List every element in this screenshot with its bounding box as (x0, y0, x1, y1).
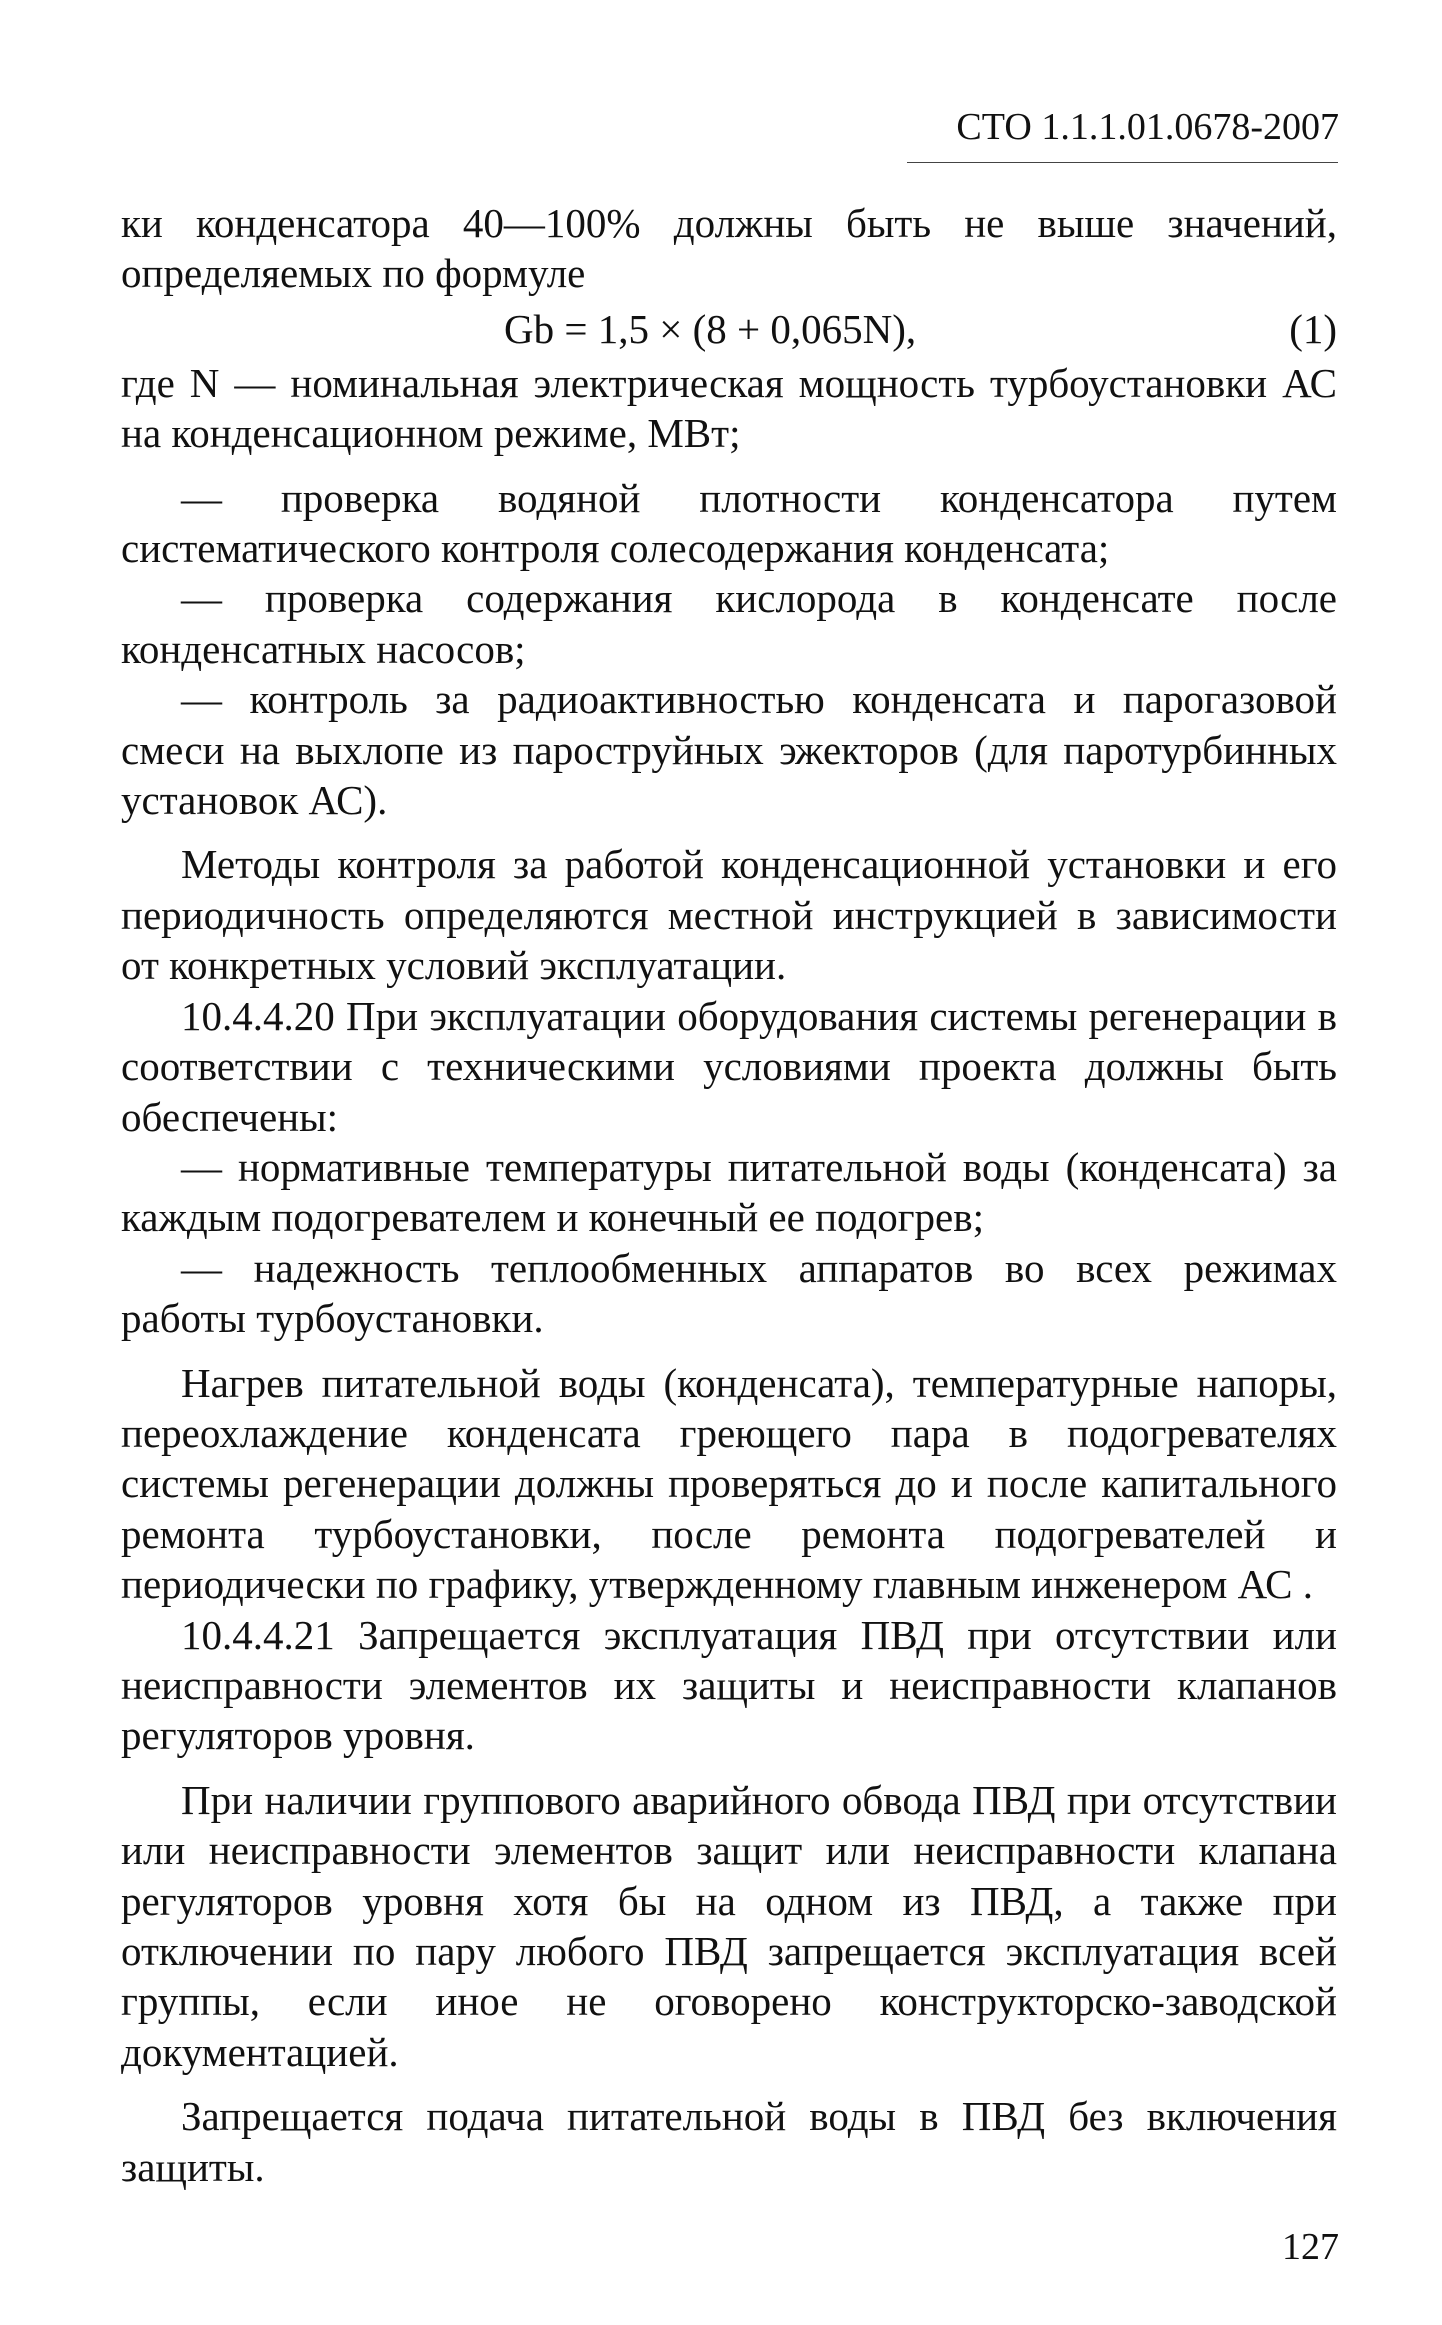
group-bypass-paragraph: При наличии группового аварийного обвода ПВД при отсутствии или неисправности элементов защит или неисправности клапана регуляторов уровня хотя бы на одном из ПВД, а также при отключении по пару любого ПВД запрещается эксплуатация всей группы, если иное не оговорено конструкторско-заводской документацией. (121, 1776, 1337, 2075)
formula-number: (1) (1289, 305, 1337, 352)
list-item: — проверка водяной плотности конденсатора путем систематического контроля солесодержания конденсата; (121, 474, 1337, 572)
methods-paragraph: Методы контроля за работой конденсационной установки и его периодичность определяются местной инструкцией в зависимости от конкретных условий эксплуатации. (121, 841, 1337, 989)
list-item: — надежность теплообменных аппаратов во всех режимах работы турбоустановки. (121, 1244, 1337, 1342)
page-number: 127 (1282, 2226, 1339, 2268)
where-paragraph: где N — номинальная электрическая мощность турбоустановки АС на конденсационном режиме, МВт; (121, 359, 1337, 457)
final-paragraph: Запрещается подача питательной воды в ПВД без включения защиты. (121, 2093, 1337, 2190)
clause-10-4-4-21: 10.4.4.21 Запрещается эксплуатация ПВД при отсутствии или неисправности элементов их защиты и неисправности клапанов регуляторов уровня. (121, 1611, 1337, 1759)
formula: Gb = 1,5 × (8 + 0,065N), (504, 305, 917, 352)
clause-10-4-4-20: 10.4.4.20 При эксплуатации оборудования системы регенерации в соответствии с техническими условиями проекта должны быть обеспечены: (121, 992, 1337, 1140)
list-item: — нормативные температуры питательной воды (конденсата) за каждым подогревателем и конечный ее подогрев; (121, 1143, 1337, 1241)
document-code: СТО 1.1.1.01.0678-2007 (956, 106, 1339, 148)
intro-paragraph: ки конденсатора 40—100% должны быть не выше значений, определяемых по формуле (121, 200, 1337, 297)
heating-paragraph: Нагрев питательной воды (конденсата), температурные напоры, переохлаждение конденсата греющего пара в подогревателях системы регенерации должны проверяться до и после капитального ремонта турбоустановки, после ремонта подогревателей и периодически по графику, утвержденному главным инженером АС . (121, 1359, 1337, 1608)
list-item: — контроль за радиоактивностью конденсата и парогазовой смеси на выхлопе из пароструйных эжекторов (для паротурбинных установок АС). (121, 676, 1337, 824)
header-divider (907, 162, 1338, 163)
list-item: — проверка содержания кислорода в конденсате после конденсатных насосов; (121, 575, 1337, 672)
page-body (121, 198, 1337, 2192)
formula-row (121, 304, 1337, 354)
